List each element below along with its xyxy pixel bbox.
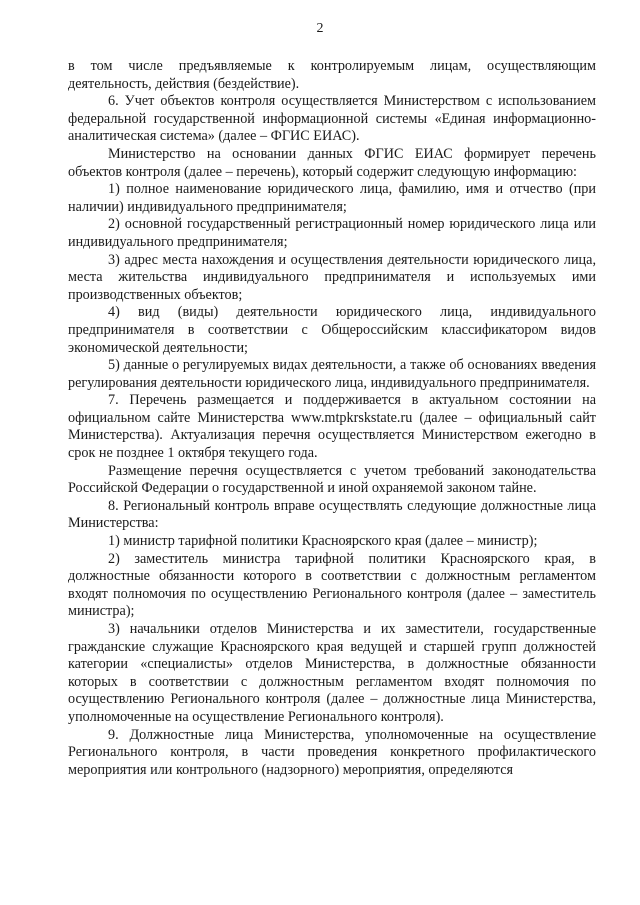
registry-field-3: 3) адрес места нахождения и осуществления деятельности юридического лица, места жительства индивидуального предпринимателя и используемых ими производственных объектов;: [68, 251, 596, 303]
official-3: 3) начальники отделов Министерства и их заместители, государственные гражданские служащие Красноярского края ведущей и старшей групп должностей категории «специалисты» отделов Министерства, в должностные обязанности которых в соответствии с должностным регламентом входят полномочия по осуществлению Регионального контроля (далее – должностные лица Министерства, уполномоченные на осуществление Регионального контроля).: [68, 621, 596, 725]
registry-field-5: 5) данные о регулируемых видах деятельности, а также об основаниях введения регулирования деятельности юридического лица, индивидуального предпринимателя.: [68, 357, 596, 391]
official-1: 1) министр тарифной политики Красноярского края (далее – министр);: [108, 533, 538, 550]
paragraph-continuation: в том числе предъявляемые к контролируемым лицам, осуществляющим деятельность, действия (бездействие).: [68, 58, 596, 92]
paragraph-item-6: 6. Учет объектов контроля осуществляется Министерством с использованием федеральной государственной информационной системы «Единая информационно-аналитическая система» (далее – ФГИС ЕИАС).: [68, 93, 596, 145]
paragraph-registry-intro: Министерство на основании данных ФГИС ЕИАС формирует перечень объектов контроля (далее – перечень), который содержит следующую информацию:: [68, 145, 596, 180]
official-2: 2) заместитель министра тарифной политики Красноярского края, в должностные обязанности которого в соответствии с должностным регламентом входят полномочия по осуществлению Регионального контроля (далее – заместитель министра);: [68, 550, 596, 620]
page-number: 2: [316, 21, 324, 36]
document-body: [68, 58, 596, 779]
paragraph-item-8: 8. Региональный контроль вправе осуществлять следующие должностные лица Министерства:: [68, 497, 596, 532]
paragraph-item-7: 7. Перечень размещается и поддерживается в актуальном состоянии на официальном сайте Министерства www.mtpkrskstate.ru (далее – официальный сайт Министерства). Актуализация перечня осуществляется Министерством ежегодно в срок не позднее 1 октября текущего года.: [68, 392, 596, 462]
registry-field-4: 4) вид (виды) деятельности юридического лица, индивидуального предпринимателя в соответствии с Общероссийским классификатором видов экономической деятельности;: [68, 304, 596, 356]
registry-field-2: 2) основной государственный регистрационный номер юридического лица или индивидуального предпринимателя;: [68, 216, 596, 250]
registry-field-1: 1) полное наименование юридического лица, фамилию, имя и отчество (при наличии) индивидуального предпринимателя;: [68, 181, 596, 215]
paragraph-item-9: 9. Должностные лица Министерства, уполномоченные на осуществление Регионального контроля, в части проведения конкретного профилактического мероприятия или контрольного (надзорного) мероприятия, определяются: [68, 726, 596, 778]
paragraph-publication: Размещение перечня осуществляется с учетом требований законодательства Российской Федерации о государственной и иной охраняемой законом тайне.: [68, 462, 596, 497]
